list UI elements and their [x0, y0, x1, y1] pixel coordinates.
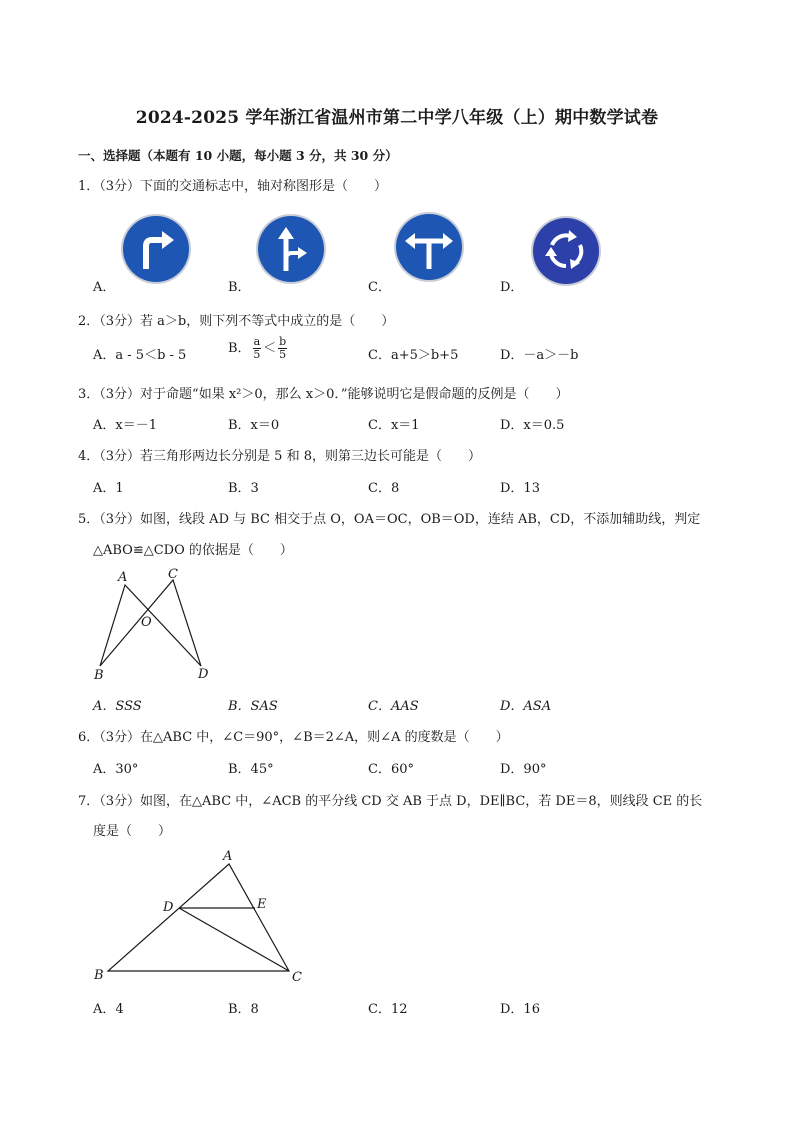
q6-option-d[interactable]: D．90° — [500, 762, 547, 777]
label-d: D — [163, 900, 174, 915]
label-b: B — [94, 668, 104, 683]
fraction-a-over-5 — [253, 336, 262, 361]
q6-option-b[interactable]: B．45° — [228, 762, 274, 777]
section-title: 一、选择题（本题有 10 小题，每小题 3 分，共 30 分） — [78, 148, 398, 163]
q5-option-a[interactable]: A．SSS — [93, 699, 142, 714]
q3-option-a[interactable]: A．x＝－1 — [93, 418, 157, 433]
page-title: 2024-2025 学年浙江省温州市第二中学八年级（上）期中数学试卷 — [135, 108, 659, 128]
q1-option-a[interactable]: A． — [93, 280, 116, 295]
q5-option-d[interactable]: D．ASA — [500, 699, 552, 714]
left-or-right-sign-icon — [393, 211, 465, 283]
less-than-sign: ＜ — [263, 341, 277, 356]
question-7-stem-cont: 度是（ ） — [93, 824, 172, 839]
q1-option-d[interactable]: D． — [500, 280, 524, 295]
q2-option-a[interactable]: A．a - 5＜b - 5 — [93, 348, 187, 363]
frac-den: 5 — [279, 348, 287, 361]
q3-option-d[interactable]: D．x＝0.5 — [500, 418, 565, 433]
label-c: C — [168, 567, 178, 582]
straight-or-right-sign-icon — [255, 213, 327, 285]
q4-option-a[interactable]: A．1 — [93, 481, 124, 496]
q3-option-c[interactable]: C．x＝1 — [368, 418, 420, 433]
q3-option-b[interactable]: B．x＝0 — [228, 418, 280, 433]
question-5-stem: 5．（3分）如图，线段 AD 与 BC 相交于点 O，OA＝OC，OB＝OD，连结 AB，CD，不添加辅助线，判定 — [78, 512, 701, 527]
q5-crossed-triangles-figure — [88, 565, 218, 683]
question-1-stem: 1．（3分）下面的交通标志中，轴对称图形是（ ） — [78, 179, 388, 194]
q7-option-b[interactable]: B．8 — [228, 1002, 259, 1017]
turn-right-sign-icon — [120, 213, 192, 285]
frac-den: 5 — [253, 348, 261, 361]
q7-triangle-figure — [88, 845, 313, 990]
frac-num: b — [279, 335, 287, 348]
label-c: C — [292, 970, 302, 985]
frac-num: a — [253, 335, 261, 348]
question-7-stem: 7．（3分）如图，在△ABC 中，∠ACB 的平分线 CD 交 AB 于点 D，DE∥BC，若 DE＝8，则线段 CE 的长 — [78, 794, 703, 809]
q6-option-c[interactable]: C．60° — [368, 762, 414, 777]
q6-option-a[interactable]: A．30° — [93, 762, 139, 777]
question-3-stem: 3．（3分）对于命题“如果 x²＞0，那么 x＞0．”能够说明它是假命题的反例是（ ） — [78, 387, 569, 402]
question-6-stem: 6．（3分）在△ABC 中，∠C＝90°，∠B＝2∠A，则∠A 的度数是（ ） — [78, 730, 509, 745]
q7-option-c[interactable]: C．12 — [368, 1002, 408, 1017]
q4-option-d[interactable]: D．13 — [500, 481, 540, 496]
question-5-stem-cont: △ABO≌△CDO 的依据是（ ） — [93, 543, 293, 558]
q7-option-d[interactable]: D．16 — [500, 1002, 540, 1017]
q1-option-c[interactable]: C． — [368, 280, 391, 295]
q2-option-c[interactable]: C．a+5＞b+5 — [368, 348, 459, 363]
q5-option-b[interactable]: B．SAS — [228, 699, 278, 714]
label-a: A — [223, 849, 233, 864]
q2-option-d[interactable]: D．－a＞－b — [500, 348, 579, 363]
label-e: E — [257, 897, 267, 912]
q4-option-c[interactable]: C．8 — [368, 481, 400, 496]
label-d: D — [198, 667, 209, 682]
fraction-b-over-5 — [278, 336, 287, 361]
q2-option-b[interactable] — [228, 336, 289, 361]
q4-option-b[interactable]: B．3 — [228, 481, 259, 496]
label-o: O — [141, 615, 152, 630]
question-2-stem: 2．（3分）若 a＞b，则下列不等式中成立的是（ ） — [78, 314, 395, 329]
q7-option-a[interactable]: A．4 — [93, 1002, 124, 1017]
label-b: B — [94, 968, 104, 983]
q5-option-c[interactable]: C．AAS — [368, 699, 419, 714]
q2-option-b-prefix: B． — [228, 341, 251, 356]
label-a: A — [118, 570, 128, 585]
q1-option-b[interactable]: B． — [228, 280, 251, 295]
roundabout-sign-icon — [530, 215, 602, 287]
question-4-stem: 4．（3分）若三角形两边长分别是 5 和 8，则第三边长可能是（ ） — [78, 449, 481, 464]
